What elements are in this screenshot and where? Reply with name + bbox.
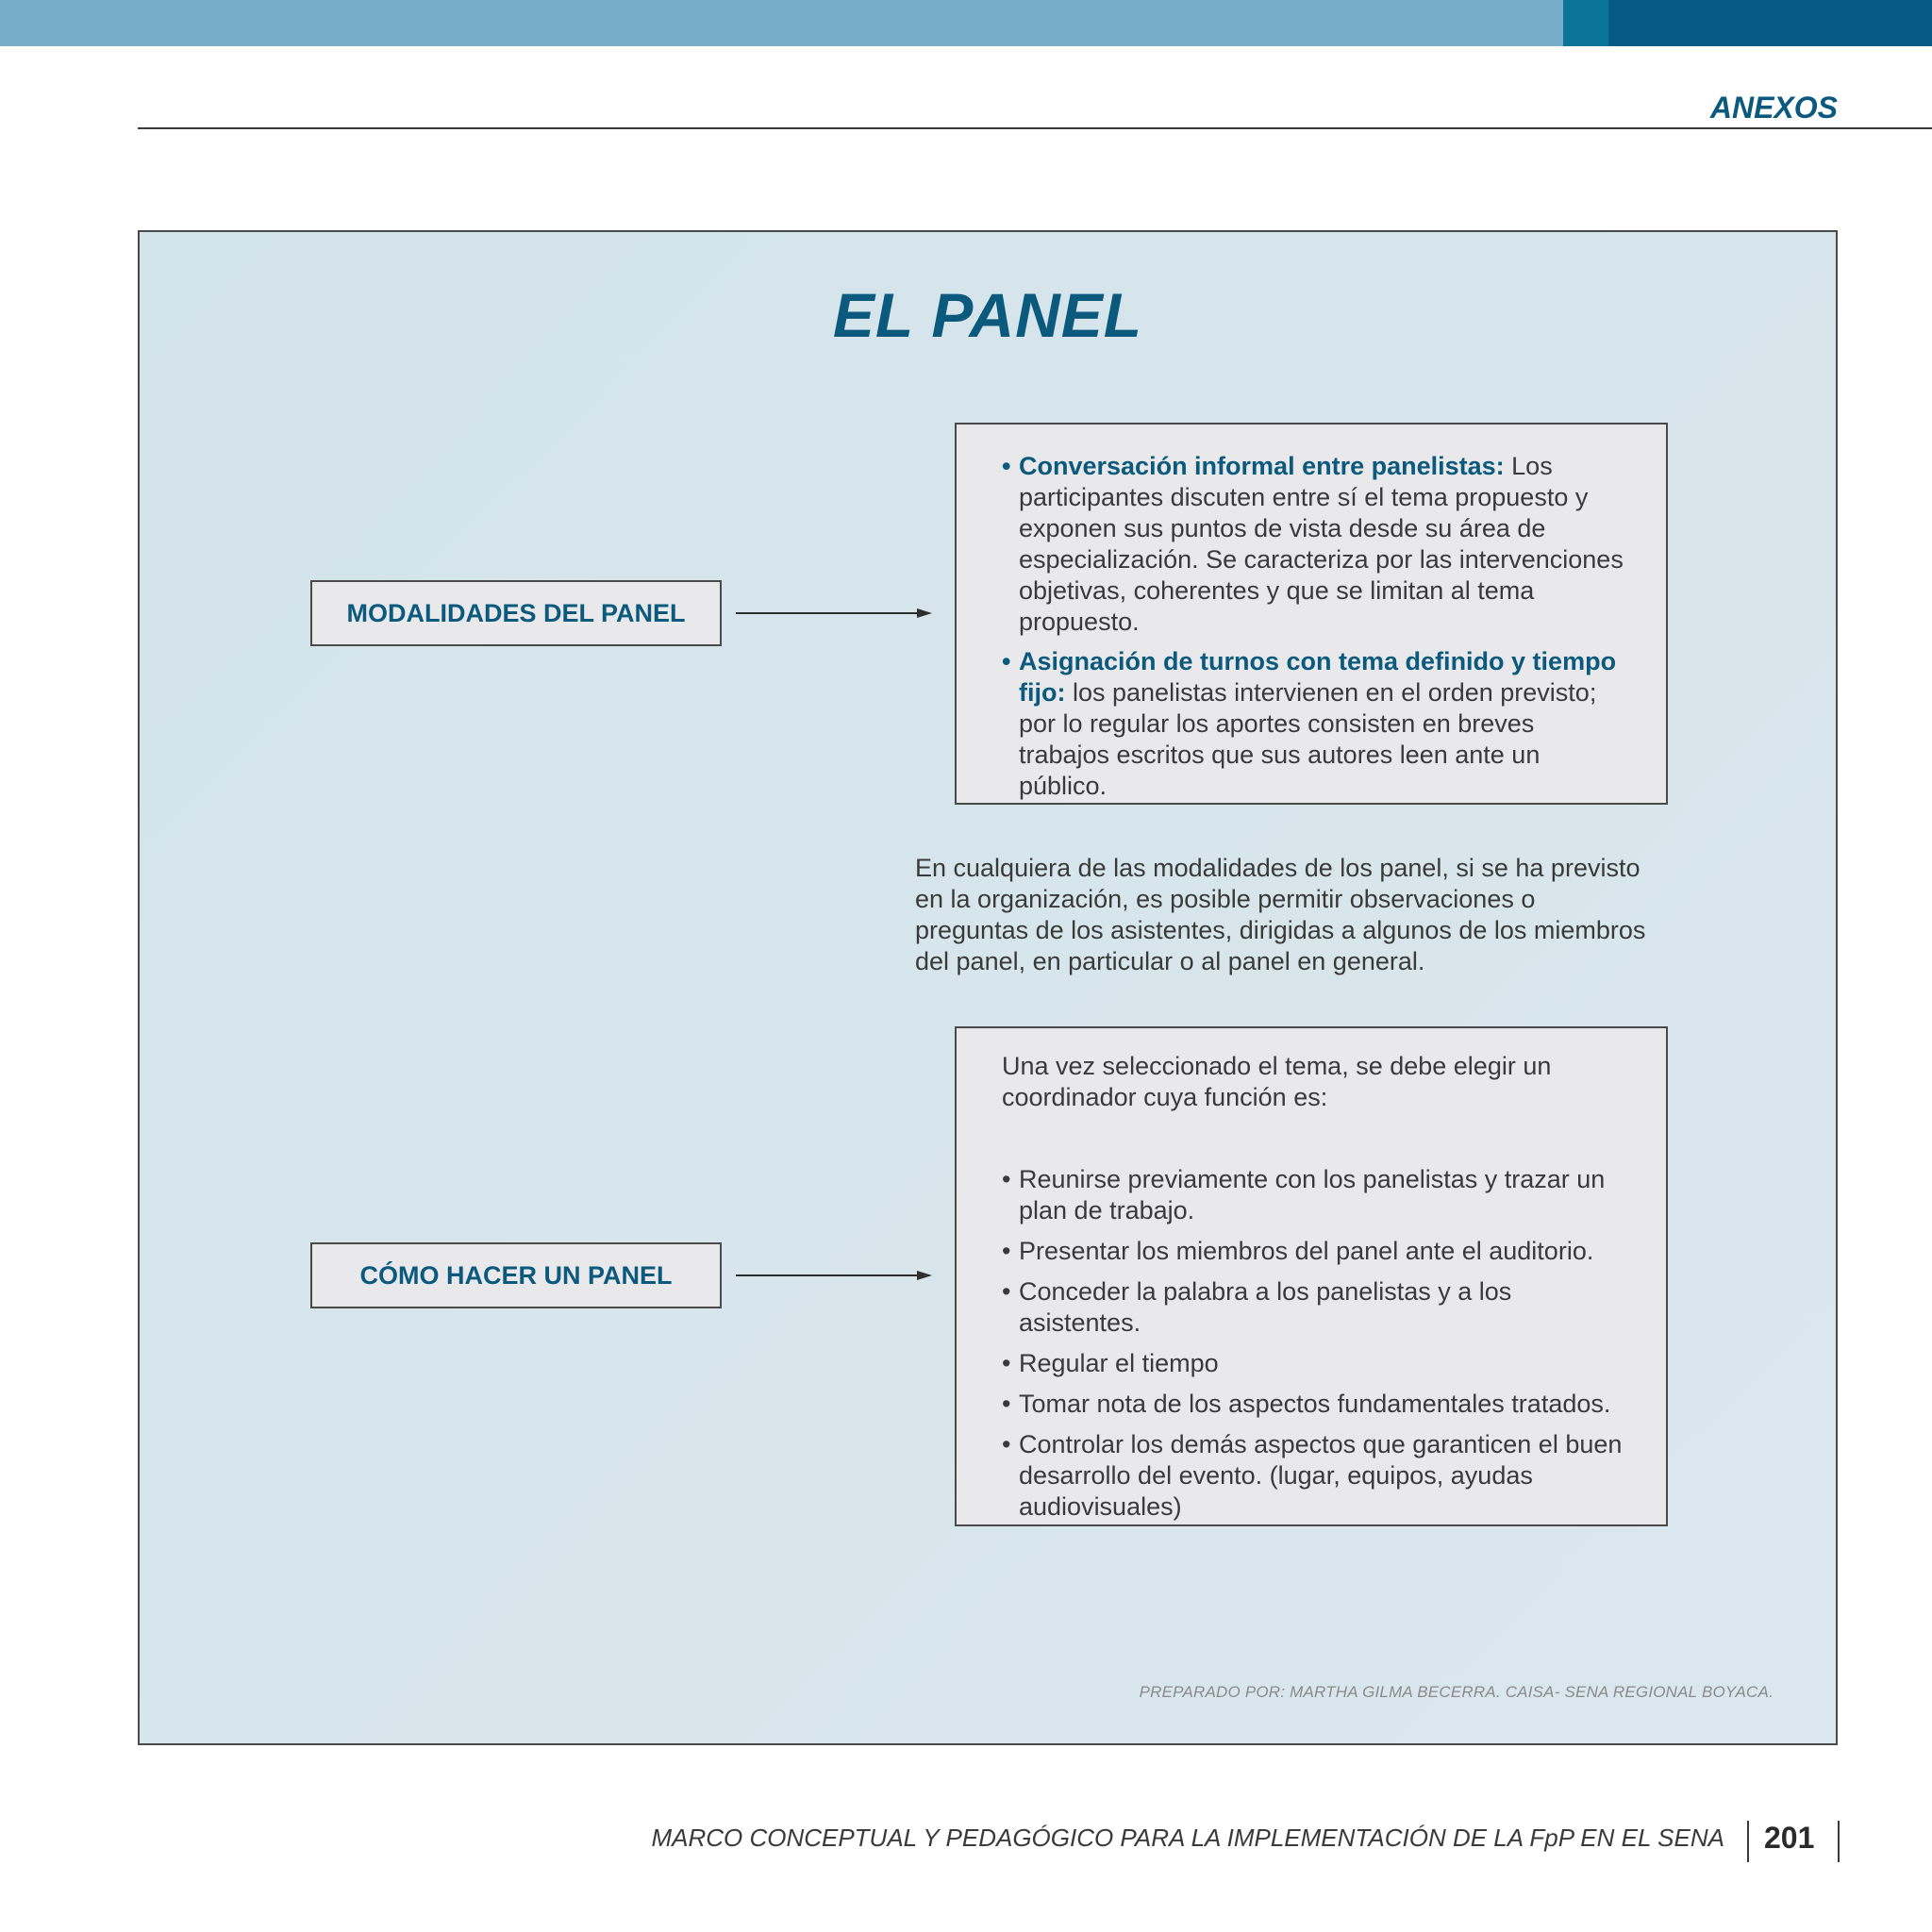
modalidad-item xyxy=(1002,646,1628,802)
como-hacer-label: CÓMO HACER UN PANEL xyxy=(359,1260,673,1290)
coordinator-function-item: • Reunirse previamente con los panelistas y trazar un plan de trabajo. xyxy=(1002,1164,1628,1226)
como-hacer-content-box xyxy=(955,1026,1668,1526)
footer-divider xyxy=(1747,1821,1749,1862)
coordinator-function-item: • Controlar los demás aspectos que garanticen el buen desarrollo del evento. (lugar, equipos, ayudas audiovisuales) xyxy=(1002,1429,1628,1523)
header-rule xyxy=(138,127,1932,129)
modalidades-content-box xyxy=(955,423,1668,805)
top-bar-dark-accent xyxy=(1608,0,1932,46)
top-color-bar xyxy=(0,0,1932,46)
modalidades-label: MODALIDADES DEL PANEL xyxy=(346,598,686,627)
modalidad-heading: Asignación de turnos con tema definido y tiempo fijo: xyxy=(1019,647,1617,707)
footer-title: MARCO CONCEPTUAL Y PEDAGÓGICO PARA LA IMPLEMENTACIÓN DE LA FpP EN EL SENA xyxy=(651,1824,1724,1852)
como-hacer-label-box xyxy=(310,1242,722,1308)
modalidad-item xyxy=(1002,451,1628,638)
section-title: ANEXOS xyxy=(1709,91,1838,125)
top-bar-accent xyxy=(1563,0,1608,46)
coordinator-function-item: • Conceder la palabra a los panelistas y a los asistentes. xyxy=(1002,1276,1628,1339)
coordinator-function-item: • Tomar nota de los aspectos fundamentales tratados. xyxy=(1002,1389,1628,1420)
modalidad-text: Los participantes discuten entre sí el tema propuesto y exponen sus puntos de vista desde su área de especialización. Se caracteriza por las intervenciones objetivas, coherentes y que se limitan al tema propuesto. xyxy=(1019,452,1624,636)
modalidades-label-box xyxy=(310,580,722,646)
modalidad-text: los panelistas intervienen en el orden previsto; por lo regular los aportes consisten en breves trabajos escritos que sus autores leen ante un público. xyxy=(1019,678,1597,800)
footer-divider xyxy=(1838,1821,1840,1862)
panel-note: En cualquiera de las modalidades de los panel, si se ha previsto en la organización, es posible permitir observaciones o preguntas de los asistentes, dirigidas a algunos de los miembros del panel, en particular o al panel en general. xyxy=(915,854,1646,975)
panel-diagram xyxy=(138,230,1838,1745)
arrow-connector-modalidades xyxy=(736,604,932,623)
coordinator-function-item: • Presentar los miembros del panel ante el auditorio. xyxy=(1002,1236,1628,1267)
panel-title: EL PANEL xyxy=(832,280,1143,350)
author-credit: PREPARADO POR: MARTHA GILMA BECERRA. CAISA- SENA REGIONAL BOYACA. xyxy=(1139,1683,1774,1701)
coordinator-intro: Una vez seleccionado el tema, se debe elegir un coordinador cuya función es: xyxy=(1002,1052,1552,1111)
modalidad-heading: Conversación informal entre panelistas: xyxy=(1019,452,1505,480)
arrow-connector-como-hacer xyxy=(736,1266,932,1285)
coordinator-function-item: • Regular el tiempo xyxy=(1002,1348,1628,1379)
page-number: 201 xyxy=(1764,1821,1815,1855)
